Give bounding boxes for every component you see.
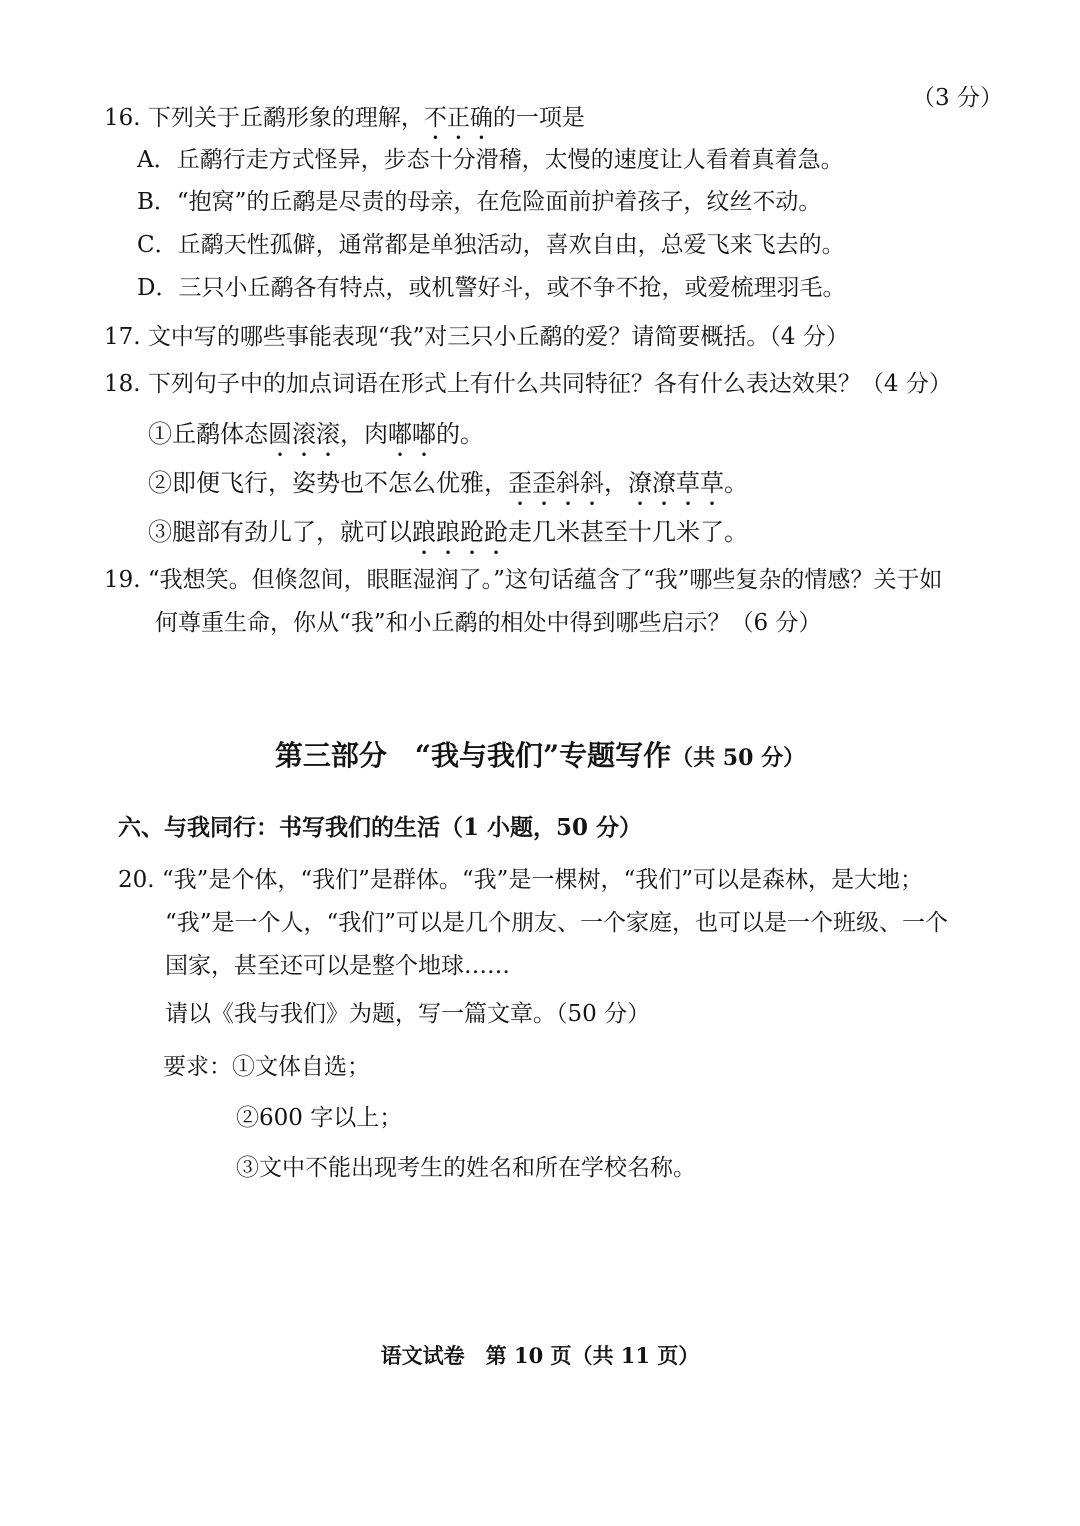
q16-score: （3 分） [912, 85, 1003, 111]
q18-s1-part: 的。 [436, 420, 484, 448]
q18-s2-part: ②即便飞行，姿势也不怎么优雅， [148, 469, 508, 497]
q20-prompt: 请以《我与我们》为题，写一篇文章。（50 分） [165, 1001, 651, 1027]
q18-text: 18. 下列句子中的加点词语在形式上有什么共同特征？各有什么表达效果？（4 分） [104, 371, 952, 397]
q19-line-2: 何尊重生命，你从“我”和小丘鹬的相处中得到哪些启示？（6 分） [155, 610, 822, 636]
q17-text: 17. 文中写的哪些事能表现“我”对三只小丘鹬的爱？请简要概括。（4 分） [104, 324, 849, 350]
page-footer: 语文试卷 第 10 页（共 11 页） [380, 1343, 700, 1368]
part3-title-text: 第三部分 “我与我们”专题写作 [274, 739, 672, 772]
part3-points: （共 50 分） [671, 745, 806, 771]
q20-requirement-1: 要求：①文体自选； [163, 1054, 370, 1080]
q16-stem-emphasis: 不正确 [423, 105, 493, 131]
q16-stem-after: 的一项是 [492, 105, 585, 131]
q16-option-d: D．三只小丘鹬各有特点，或机警好斗，或不争不抢，或爱梳理羽毛。 [137, 275, 846, 301]
q16-option-b: B．“抱窝”的丘鹬是尽责的母亲，在危险面前护着孩子，纹丝不动。 [137, 189, 822, 215]
q16-stem-before: 16. 下列关于丘鹬形象的理解， [104, 105, 424, 131]
q18-sentence-2 [148, 467, 748, 511]
q18-s2-emphasis-1: 歪歪斜斜 [508, 469, 604, 497]
section6-heading: 六、与我同行：书写我们的生活（1 小题，50 分） [118, 814, 643, 841]
q18-s1-part: ，肉 [340, 420, 388, 448]
q18-s2-part: 。 [724, 469, 748, 497]
q20-line-1: 20. “我”是个体，“我们”是群体。“我”是一棵树，“我们”可以是森林，是大地； [118, 867, 923, 893]
q18-s1-emphasis-2: 嘟嘟 [388, 420, 436, 448]
part3-title [0, 736, 1080, 778]
q20-requirement-2: ②600 字以上； [236, 1105, 403, 1131]
q18-sentence-3 [148, 516, 748, 560]
q16-option-a: A．丘鹬行走方式怪异，步态十分滑稽，太慢的速度让人看着真着急。 [137, 147, 844, 173]
q20-line-2: “我”是一个人，“我们”可以是几个朋友、一个家庭，也可以是一个班级、一个 [165, 910, 949, 936]
q18-s2-emphasis-2: 潦潦草草 [628, 469, 724, 497]
q20-line-3: 国家，甚至还可以是整个地球…… [165, 953, 510, 979]
q18-s1-emphasis-1: 圆滚滚 [268, 420, 340, 448]
q18-s3-part: ③腿部有劲儿了，就可以 [148, 518, 412, 546]
q18-sentence-1 [148, 418, 484, 462]
q16-option-c: C．丘鹬天性孤僻，通常都是单独活动，喜欢自由，总爱飞来飞去的。 [137, 232, 845, 258]
q18-s1-part: ①丘鹬体态 [148, 420, 268, 448]
q18-s3-part: 走几米甚至十几米了。 [508, 518, 748, 546]
q18-s2-part: ， [604, 469, 628, 497]
q18-s3-emphasis-1: 踉踉跄跄 [412, 518, 508, 546]
q20-requirement-3: ③文中不能出现考生的姓名和所在学校名称。 [236, 1155, 696, 1181]
q19-line-1: 19. “我想笑。但倏忽间，眼眶湿润了。”这句话蕴含了“我”哪些复杂的情感？关于如 [104, 567, 943, 593]
q16-stem [104, 102, 585, 145]
